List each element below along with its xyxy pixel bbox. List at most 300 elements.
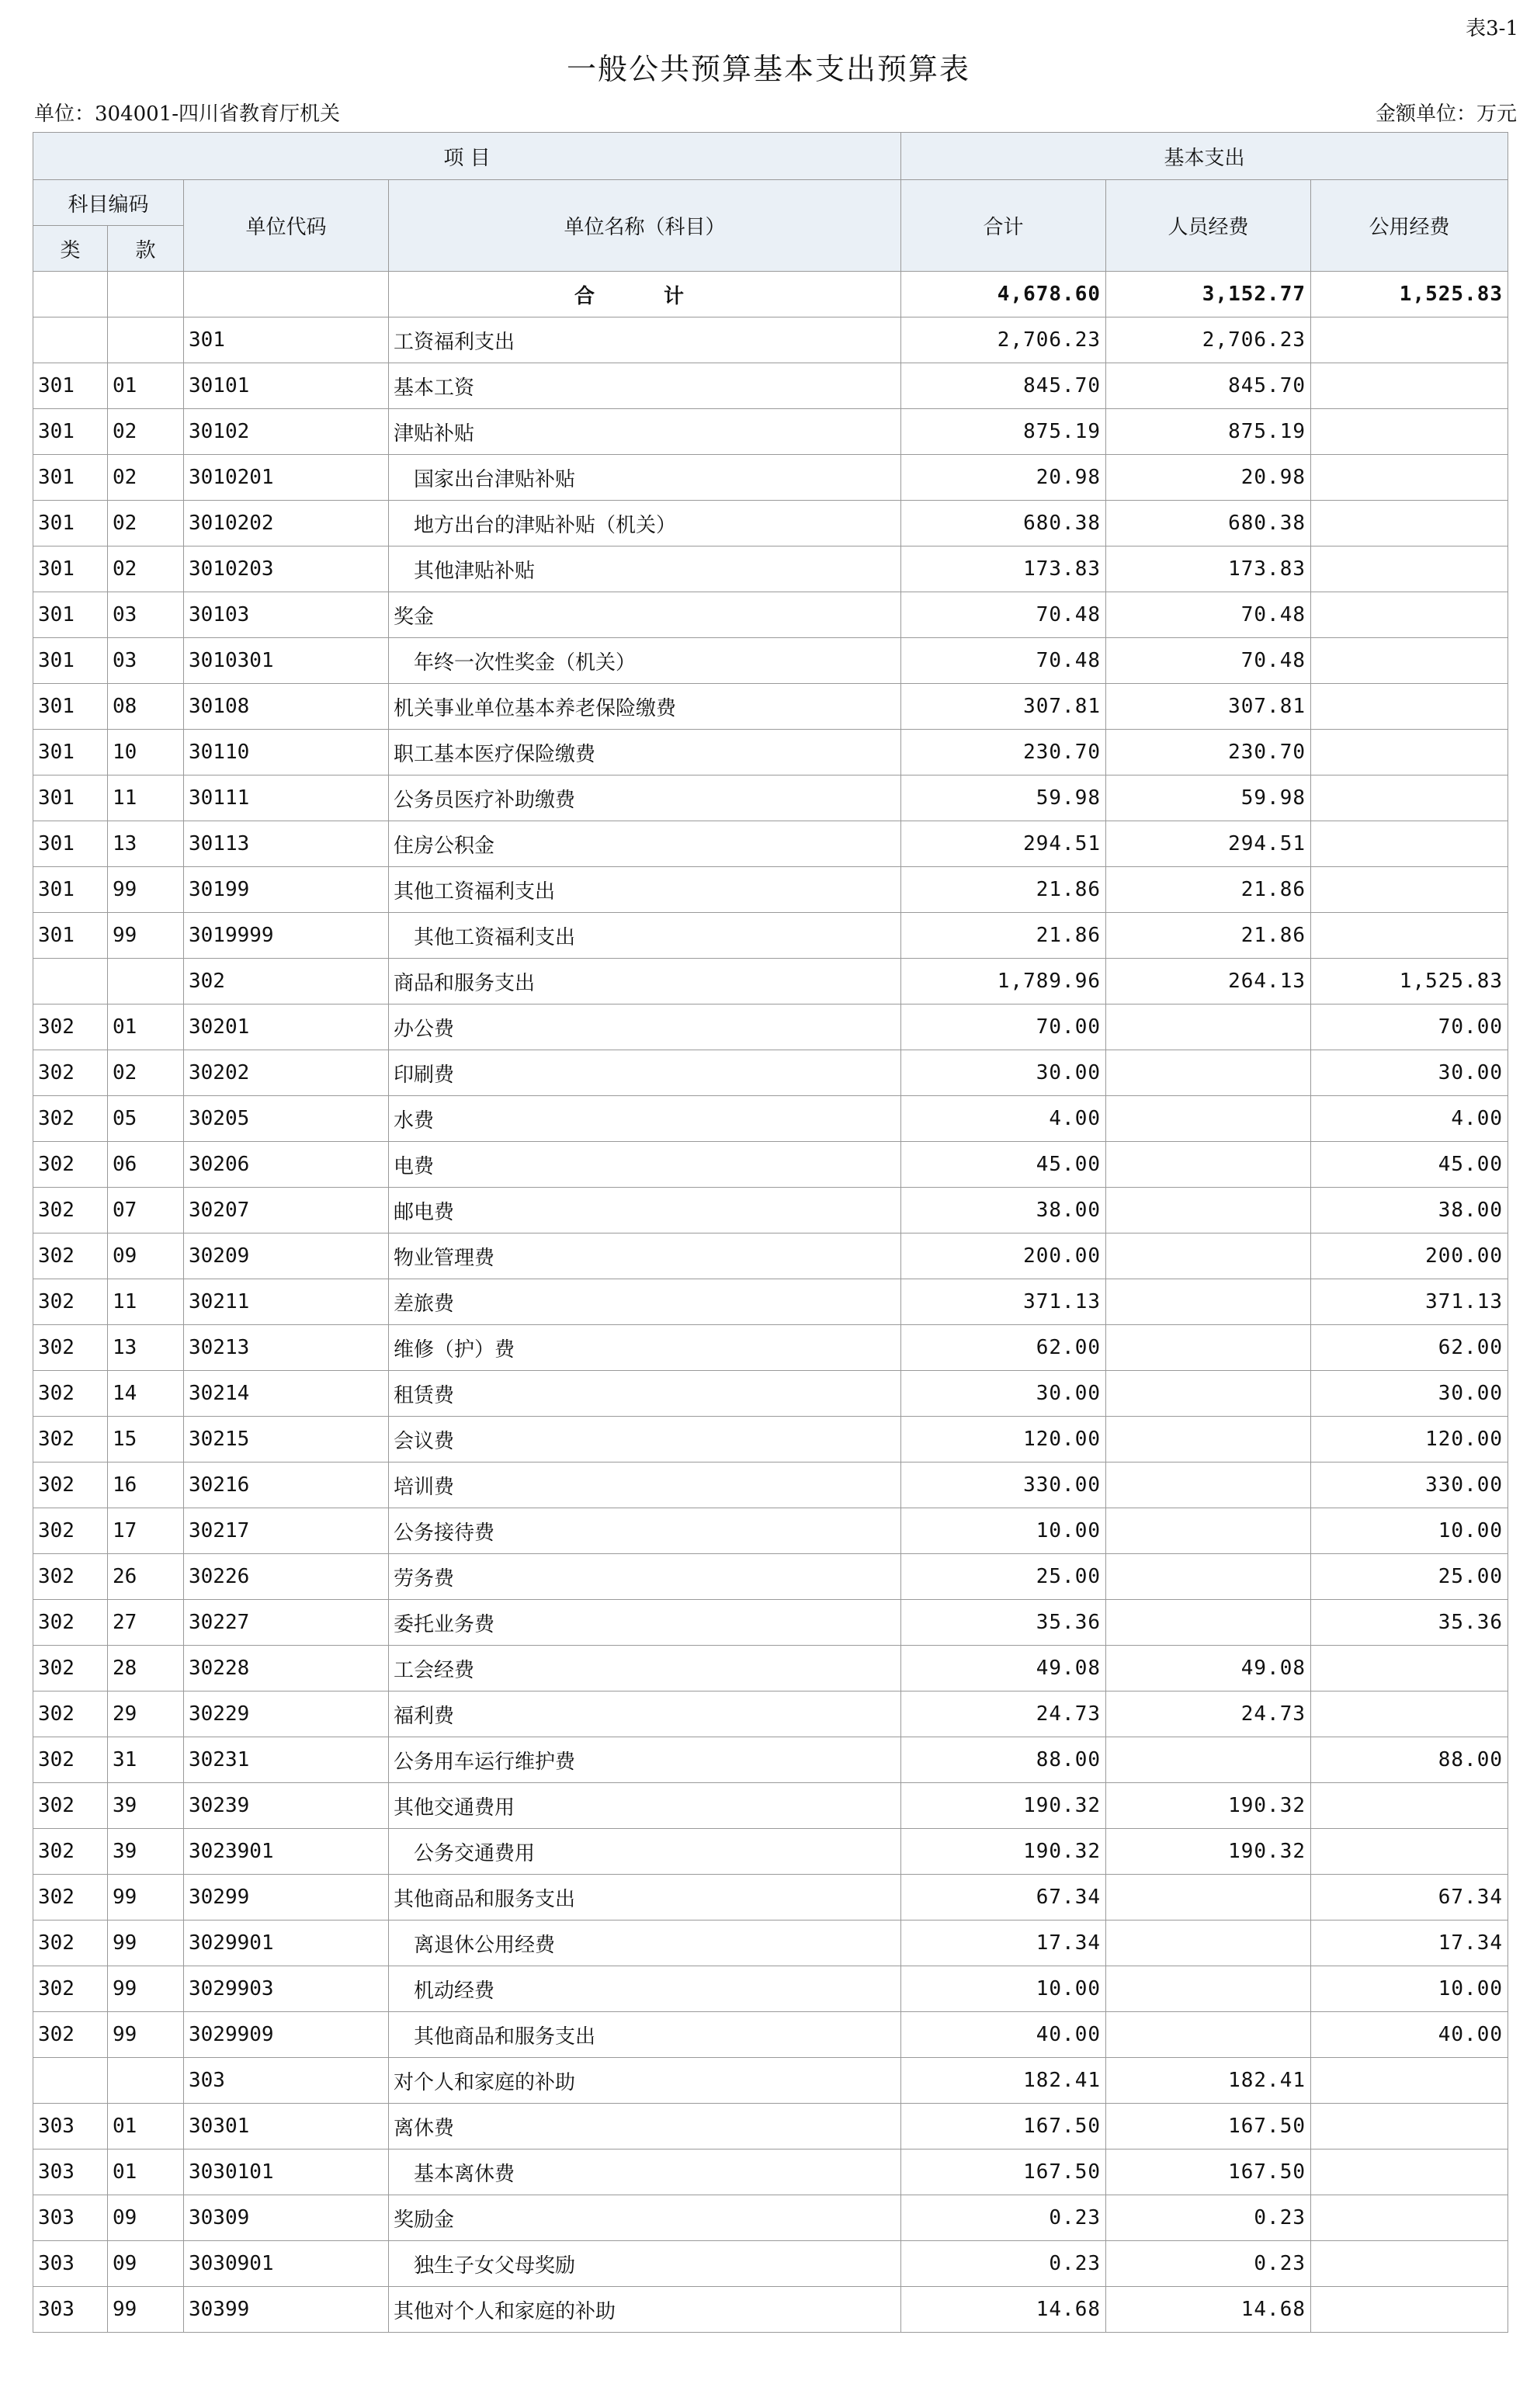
- cell-kuan: 11: [108, 775, 184, 821]
- cell-lei: 302: [33, 1142, 108, 1188]
- cell-total: 38.00: [901, 1188, 1106, 1233]
- cell-lei: 301: [33, 638, 108, 684]
- cell-unit-name: 其他商品和服务支出: [389, 1875, 901, 1921]
- cell-unit-code: 30399: [184, 2287, 389, 2333]
- cell-total: 10.00: [901, 1508, 1106, 1554]
- cell-personnel: 230.70: [1106, 730, 1311, 775]
- cell-lei: 302: [33, 1462, 108, 1508]
- cell-unit-code: 30201: [184, 1004, 389, 1050]
- cell-public: [1311, 317, 1508, 363]
- cell-personnel: 875.19: [1106, 409, 1311, 455]
- cell-kuan: 08: [108, 684, 184, 730]
- cell-personnel: 167.50: [1106, 2104, 1311, 2150]
- cell-kuan: 99: [108, 2287, 184, 2333]
- header-lei: 类: [33, 226, 108, 272]
- cell-public: [1311, 1691, 1508, 1737]
- cell-public: [1311, 501, 1508, 546]
- cell-lei: 302: [33, 1371, 108, 1417]
- cell-unit-code: 30202: [184, 1050, 389, 1096]
- cell-lei: [33, 2058, 108, 2104]
- table-row: [33, 1004, 1508, 1050]
- cell-public: [1311, 913, 1508, 959]
- cell-personnel: [1106, 1737, 1311, 1783]
- cell-kuan: 09: [108, 1233, 184, 1279]
- cell-kuan: 99: [108, 1966, 184, 2012]
- amount-unit-label: 金额单位：万元: [1375, 102, 1517, 126]
- cell-personnel: 0.23: [1106, 2195, 1311, 2241]
- cell-unit-code: 30214: [184, 1371, 389, 1417]
- cell-lei: 302: [33, 1966, 108, 2012]
- total-sum: 4,678.60: [901, 272, 1106, 317]
- table-row: [33, 1279, 1508, 1325]
- header-public: 公用经费: [1311, 180, 1508, 272]
- cell-lei: 302: [33, 1188, 108, 1233]
- cell-personnel: 845.70: [1106, 363, 1311, 409]
- cell-unit-name: 劳务费: [389, 1554, 901, 1600]
- table-row: [33, 1737, 1508, 1783]
- table-row: [33, 1188, 1508, 1233]
- cell-personnel: 49.08: [1106, 1646, 1311, 1691]
- cell-unit-code: 3030901: [184, 2241, 389, 2287]
- page-title: 一般公共预算基本支出预算表: [566, 52, 970, 86]
- table-row: [33, 959, 1508, 1004]
- cell-unit-name: 邮电费: [389, 1188, 901, 1233]
- cell-unit-name: 奖励金: [389, 2195, 901, 2241]
- cell-total: 190.32: [901, 1783, 1106, 1829]
- cell-unit-code: 30299: [184, 1875, 389, 1921]
- cell-public: 330.00: [1311, 1462, 1508, 1508]
- cell-unit-name: 职工基本医疗保险缴费: [389, 730, 901, 775]
- cell-personnel: 70.48: [1106, 592, 1311, 638]
- cell-kuan: 99: [108, 1875, 184, 1921]
- cell-total: 1,789.96: [901, 959, 1106, 1004]
- table-row: [33, 2241, 1508, 2287]
- cell-lei: [33, 317, 108, 363]
- cell-kuan: 02: [108, 455, 184, 501]
- cell-public: 38.00: [1311, 1188, 1508, 1233]
- cell-personnel: [1106, 1921, 1311, 1966]
- cell-unit-code: 30209: [184, 1233, 389, 1279]
- cell-public: [1311, 1829, 1508, 1875]
- cell-unit-name: 培训费: [389, 1462, 901, 1508]
- cell-total: 70.48: [901, 592, 1106, 638]
- cell-total: 24.73: [901, 1691, 1106, 1737]
- cell-total: 45.00: [901, 1142, 1106, 1188]
- cell-personnel: 294.51: [1106, 821, 1311, 867]
- cell-total: 845.70: [901, 363, 1106, 409]
- cell-kuan: 09: [108, 2195, 184, 2241]
- cell-unit-name: 公务交通费用: [389, 1829, 901, 1875]
- cell-kuan: 02: [108, 501, 184, 546]
- cell-unit-name: 委托业务费: [389, 1600, 901, 1646]
- cell-lei: 303: [33, 2104, 108, 2150]
- cell-personnel: 182.41: [1106, 2058, 1311, 2104]
- cell-unit-name: 国家出台津贴补贴: [389, 455, 901, 501]
- header-unit-name: 单位名称（科目）: [389, 180, 901, 272]
- cell-personnel: [1106, 1875, 1311, 1921]
- cell-personnel: [1106, 1966, 1311, 2012]
- cell-kuan: 01: [108, 1004, 184, 1050]
- cell-personnel: 70.48: [1106, 638, 1311, 684]
- table-row: [33, 2058, 1508, 2104]
- total-lei: [33, 272, 108, 317]
- cell-total: 17.34: [901, 1921, 1106, 1966]
- table-row: [33, 1600, 1508, 1646]
- table-row: [33, 821, 1508, 867]
- cell-total: 10.00: [901, 1966, 1106, 2012]
- cell-unit-code: 30231: [184, 1737, 389, 1783]
- cell-total: 120.00: [901, 1417, 1106, 1462]
- cell-public: [1311, 2150, 1508, 2195]
- table-row: [33, 409, 1508, 455]
- cell-public: 1,525.83: [1311, 959, 1508, 1004]
- cell-unit-code: 30309: [184, 2195, 389, 2241]
- cell-unit-code: 30101: [184, 363, 389, 409]
- cell-personnel: [1106, 1188, 1311, 1233]
- cell-unit-name: 年终一次性奖金（机关）: [389, 638, 901, 684]
- cell-unit-name: 基本离休费: [389, 2150, 901, 2195]
- cell-total: 0.23: [901, 2241, 1106, 2287]
- cell-kuan: 99: [108, 867, 184, 913]
- cell-lei: 301: [33, 730, 108, 775]
- cell-kuan: 03: [108, 638, 184, 684]
- table-row: [33, 1921, 1508, 1966]
- cell-lei: 302: [33, 1829, 108, 1875]
- table-row: [33, 638, 1508, 684]
- table-body: [33, 272, 1508, 2333]
- table-row: [33, 1829, 1508, 1875]
- cell-personnel: 264.13: [1106, 959, 1311, 1004]
- cell-personnel: 21.86: [1106, 867, 1311, 913]
- cell-unit-code: 30228: [184, 1646, 389, 1691]
- cell-public: [1311, 2287, 1508, 2333]
- cell-lei: 301: [33, 363, 108, 409]
- cell-lei: 302: [33, 1279, 108, 1325]
- cell-total: 25.00: [901, 1554, 1106, 1600]
- table-row: [33, 867, 1508, 913]
- cell-unit-code: 30111: [184, 775, 389, 821]
- cell-lei: 302: [33, 2012, 108, 2058]
- cell-kuan: 39: [108, 1829, 184, 1875]
- total-row: [33, 272, 1508, 317]
- cell-total: 67.34: [901, 1875, 1106, 1921]
- cell-unit-name: 其他交通费用: [389, 1783, 901, 1829]
- cell-total: 70.48: [901, 638, 1106, 684]
- cell-public: 35.36: [1311, 1600, 1508, 1646]
- cell-kuan: 02: [108, 409, 184, 455]
- table-row: [33, 1691, 1508, 1737]
- cell-unit-name: 独生子女父母奖励: [389, 2241, 901, 2287]
- cell-total: 875.19: [901, 409, 1106, 455]
- table-row: [33, 913, 1508, 959]
- cell-unit-name: 奖金: [389, 592, 901, 638]
- cell-total: 14.68: [901, 2287, 1106, 2333]
- cell-kuan: 26: [108, 1554, 184, 1600]
- cell-unit-code: 30215: [184, 1417, 389, 1462]
- table-row: [33, 1646, 1508, 1691]
- cell-public: 25.00: [1311, 1554, 1508, 1600]
- cell-personnel: [1106, 1325, 1311, 1371]
- cell-lei: 301: [33, 455, 108, 501]
- cell-unit-name: 对个人和家庭的补助: [389, 2058, 901, 2104]
- cell-public: 10.00: [1311, 1966, 1508, 2012]
- cell-total: 20.98: [901, 455, 1106, 501]
- cell-unit-code: 30199: [184, 867, 389, 913]
- cell-unit-name: 津贴补贴: [389, 409, 901, 455]
- table-row: [33, 2150, 1508, 2195]
- cell-public: [1311, 730, 1508, 775]
- cell-personnel: [1106, 1554, 1311, 1600]
- cell-total: 30.00: [901, 1050, 1106, 1096]
- cell-unit-code: 303: [184, 2058, 389, 2104]
- cell-kuan: 31: [108, 1737, 184, 1783]
- cell-lei: 302: [33, 1921, 108, 1966]
- cell-public: [1311, 2195, 1508, 2241]
- cell-personnel: 680.38: [1106, 501, 1311, 546]
- cell-public: [1311, 2241, 1508, 2287]
- cell-public: 10.00: [1311, 1508, 1508, 1554]
- cell-lei: 302: [33, 1050, 108, 1096]
- cell-public: 4.00: [1311, 1096, 1508, 1142]
- cell-kuan: 01: [108, 2104, 184, 2150]
- cell-personnel: 307.81: [1106, 684, 1311, 730]
- cell-unit-name: 福利费: [389, 1691, 901, 1737]
- cell-unit-name: 机关事业单位基本养老保险缴费: [389, 684, 901, 730]
- cell-kuan: 99: [108, 2012, 184, 2058]
- cell-total: 4.00: [901, 1096, 1106, 1142]
- cell-unit-code: 3010301: [184, 638, 389, 684]
- cell-lei: 302: [33, 1737, 108, 1783]
- cell-kuan: 09: [108, 2241, 184, 2287]
- cell-unit-code: 3010202: [184, 501, 389, 546]
- table-row: [33, 1417, 1508, 1462]
- cell-lei: 301: [33, 684, 108, 730]
- cell-lei: 301: [33, 775, 108, 821]
- cell-public: 62.00: [1311, 1325, 1508, 1371]
- cell-unit-code: 3029909: [184, 2012, 389, 2058]
- cell-public: 120.00: [1311, 1417, 1508, 1462]
- cell-public: 30.00: [1311, 1050, 1508, 1096]
- cell-kuan: 02: [108, 1050, 184, 1096]
- cell-unit-name: 基本工资: [389, 363, 901, 409]
- cell-total: 307.81: [901, 684, 1106, 730]
- cell-public: [1311, 821, 1508, 867]
- cell-total: 182.41: [901, 2058, 1106, 2104]
- cell-public: [1311, 1646, 1508, 1691]
- cell-kuan: [108, 317, 184, 363]
- table-row: [33, 2195, 1508, 2241]
- cell-kuan: [108, 959, 184, 1004]
- cell-kuan: 01: [108, 363, 184, 409]
- table-row: [33, 2104, 1508, 2150]
- cell-personnel: 190.32: [1106, 1829, 1311, 1875]
- table-row: [33, 1966, 1508, 2012]
- cell-kuan: 11: [108, 1279, 184, 1325]
- table-row: [33, 1875, 1508, 1921]
- cell-total: 30.00: [901, 1371, 1106, 1417]
- cell-personnel: [1106, 2012, 1311, 2058]
- cell-personnel: 21.86: [1106, 913, 1311, 959]
- cell-public: 88.00: [1311, 1737, 1508, 1783]
- cell-personnel: 59.98: [1106, 775, 1311, 821]
- cell-kuan: 13: [108, 821, 184, 867]
- cell-unit-name: 工会经费: [389, 1646, 901, 1691]
- cell-personnel: [1106, 1417, 1311, 1462]
- cell-public: [1311, 867, 1508, 913]
- cell-unit-code: 30113: [184, 821, 389, 867]
- table-row: [33, 1096, 1508, 1142]
- cell-total: 230.70: [901, 730, 1106, 775]
- total-personnel: 3,152.77: [1106, 272, 1311, 317]
- cell-total: 173.83: [901, 546, 1106, 592]
- cell-unit-code: 301: [184, 317, 389, 363]
- cell-public: 30.00: [1311, 1371, 1508, 1417]
- cell-public: 45.00: [1311, 1142, 1508, 1188]
- table-row: [33, 684, 1508, 730]
- cell-total: 62.00: [901, 1325, 1106, 1371]
- cell-kuan: 03: [108, 592, 184, 638]
- table-row: [33, 1050, 1508, 1096]
- table-row: [33, 1371, 1508, 1417]
- cell-unit-name: 差旅费: [389, 1279, 901, 1325]
- cell-total: 330.00: [901, 1462, 1106, 1508]
- cell-unit-name: 地方出台的津贴补贴（机关）: [389, 501, 901, 546]
- cell-unit-code: 3019999: [184, 913, 389, 959]
- cell-unit-name: 离退休公用经费: [389, 1921, 901, 1966]
- cell-kuan: 29: [108, 1691, 184, 1737]
- cell-lei: 303: [33, 2150, 108, 2195]
- cell-unit-code: 3029903: [184, 1966, 389, 2012]
- cell-public: [1311, 455, 1508, 501]
- cell-public: [1311, 775, 1508, 821]
- cell-unit-code: 30110: [184, 730, 389, 775]
- cell-personnel: 173.83: [1106, 546, 1311, 592]
- cell-lei: 301: [33, 409, 108, 455]
- cell-unit-name: 印刷费: [389, 1050, 901, 1096]
- cell-lei: 302: [33, 1600, 108, 1646]
- cell-unit-code: 30103: [184, 592, 389, 638]
- cell-unit-code: 30102: [184, 409, 389, 455]
- table-row: [33, 1325, 1508, 1371]
- cell-total: 680.38: [901, 501, 1106, 546]
- cell-unit-name: 离休费: [389, 2104, 901, 2150]
- cell-unit-code: 30108: [184, 684, 389, 730]
- cell-kuan: [108, 2058, 184, 2104]
- cell-lei: 302: [33, 1875, 108, 1921]
- cell-unit-code: 30301: [184, 2104, 389, 2150]
- total-label: 合 计: [389, 272, 901, 317]
- cell-unit-code: 30211: [184, 1279, 389, 1325]
- cell-total: 59.98: [901, 775, 1106, 821]
- unit-label: 单位：304001-四川省教育厅机关: [34, 102, 341, 126]
- header-personnel: 人员经费: [1106, 180, 1311, 272]
- cell-kuan: 39: [108, 1783, 184, 1829]
- table-number: 表3-1: [1466, 17, 1518, 40]
- cell-unit-name: 水费: [389, 1096, 901, 1142]
- header-unit-code: 单位代码: [184, 180, 389, 272]
- cell-unit-name: 机动经费: [389, 1966, 901, 2012]
- cell-public: [1311, 1783, 1508, 1829]
- cell-public: 371.13: [1311, 1279, 1508, 1325]
- cell-kuan: 13: [108, 1325, 184, 1371]
- cell-personnel: [1106, 1050, 1311, 1096]
- cell-kuan: 27: [108, 1600, 184, 1646]
- cell-unit-code: 30229: [184, 1691, 389, 1737]
- cell-public: 40.00: [1311, 2012, 1508, 2058]
- cell-lei: [33, 959, 108, 1004]
- cell-total: 70.00: [901, 1004, 1106, 1050]
- cell-unit-code: 30217: [184, 1508, 389, 1554]
- cell-total: 190.32: [901, 1829, 1106, 1875]
- cell-kuan: 05: [108, 1096, 184, 1142]
- cell-unit-name: 公务用车运行维护费: [389, 1737, 901, 1783]
- cell-public: [1311, 592, 1508, 638]
- cell-lei: 301: [33, 501, 108, 546]
- cell-total: 200.00: [901, 1233, 1106, 1279]
- header-subject-code: 科目编码: [33, 180, 184, 226]
- cell-lei: 302: [33, 1691, 108, 1737]
- cell-unit-name: 物业管理费: [389, 1233, 901, 1279]
- table-row: [33, 592, 1508, 638]
- cell-public: 200.00: [1311, 1233, 1508, 1279]
- cell-personnel: [1106, 1142, 1311, 1188]
- cell-lei: 302: [33, 1233, 108, 1279]
- cell-unit-name: 住房公积金: [389, 821, 901, 867]
- cell-total: 0.23: [901, 2195, 1106, 2241]
- cell-kuan: 15: [108, 1417, 184, 1462]
- cell-lei: 303: [33, 2241, 108, 2287]
- cell-public: [1311, 546, 1508, 592]
- cell-personnel: 24.73: [1106, 1691, 1311, 1737]
- cell-total: 35.36: [901, 1600, 1106, 1646]
- cell-lei: 302: [33, 1325, 108, 1371]
- table-row: [33, 1462, 1508, 1508]
- table-row: [33, 1142, 1508, 1188]
- cell-lei: 301: [33, 913, 108, 959]
- cell-personnel: 2,706.23: [1106, 317, 1311, 363]
- cell-lei: 302: [33, 1508, 108, 1554]
- total-kuan: [108, 272, 184, 317]
- cell-kuan: 28: [108, 1646, 184, 1691]
- cell-personnel: [1106, 1233, 1311, 1279]
- cell-unit-code: 3010201: [184, 455, 389, 501]
- cell-total: 40.00: [901, 2012, 1106, 2058]
- cell-public: 70.00: [1311, 1004, 1508, 1050]
- cell-lei: 301: [33, 821, 108, 867]
- cell-kuan: 16: [108, 1462, 184, 1508]
- cell-public: [1311, 2058, 1508, 2104]
- cell-unit-name: 其他商品和服务支出: [389, 2012, 901, 2058]
- cell-total: 2,706.23: [901, 317, 1106, 363]
- cell-total: 294.51: [901, 821, 1106, 867]
- cell-unit-code: 30226: [184, 1554, 389, 1600]
- cell-public: [1311, 638, 1508, 684]
- cell-lei: 301: [33, 592, 108, 638]
- cell-personnel: 14.68: [1106, 2287, 1311, 2333]
- cell-personnel: [1106, 1371, 1311, 1417]
- cell-unit-name: 办公费: [389, 1004, 901, 1050]
- cell-personnel: 190.32: [1106, 1783, 1311, 1829]
- cell-total: 167.50: [901, 2150, 1106, 2195]
- cell-personnel: 167.50: [1106, 2150, 1311, 2195]
- table-row: [33, 455, 1508, 501]
- cell-lei: 303: [33, 2287, 108, 2333]
- cell-lei: 301: [33, 546, 108, 592]
- cell-personnel: 20.98: [1106, 455, 1311, 501]
- cell-unit-name: 维修（护）费: [389, 1325, 901, 1371]
- cell-public: [1311, 2104, 1508, 2150]
- cell-unit-code: 30206: [184, 1142, 389, 1188]
